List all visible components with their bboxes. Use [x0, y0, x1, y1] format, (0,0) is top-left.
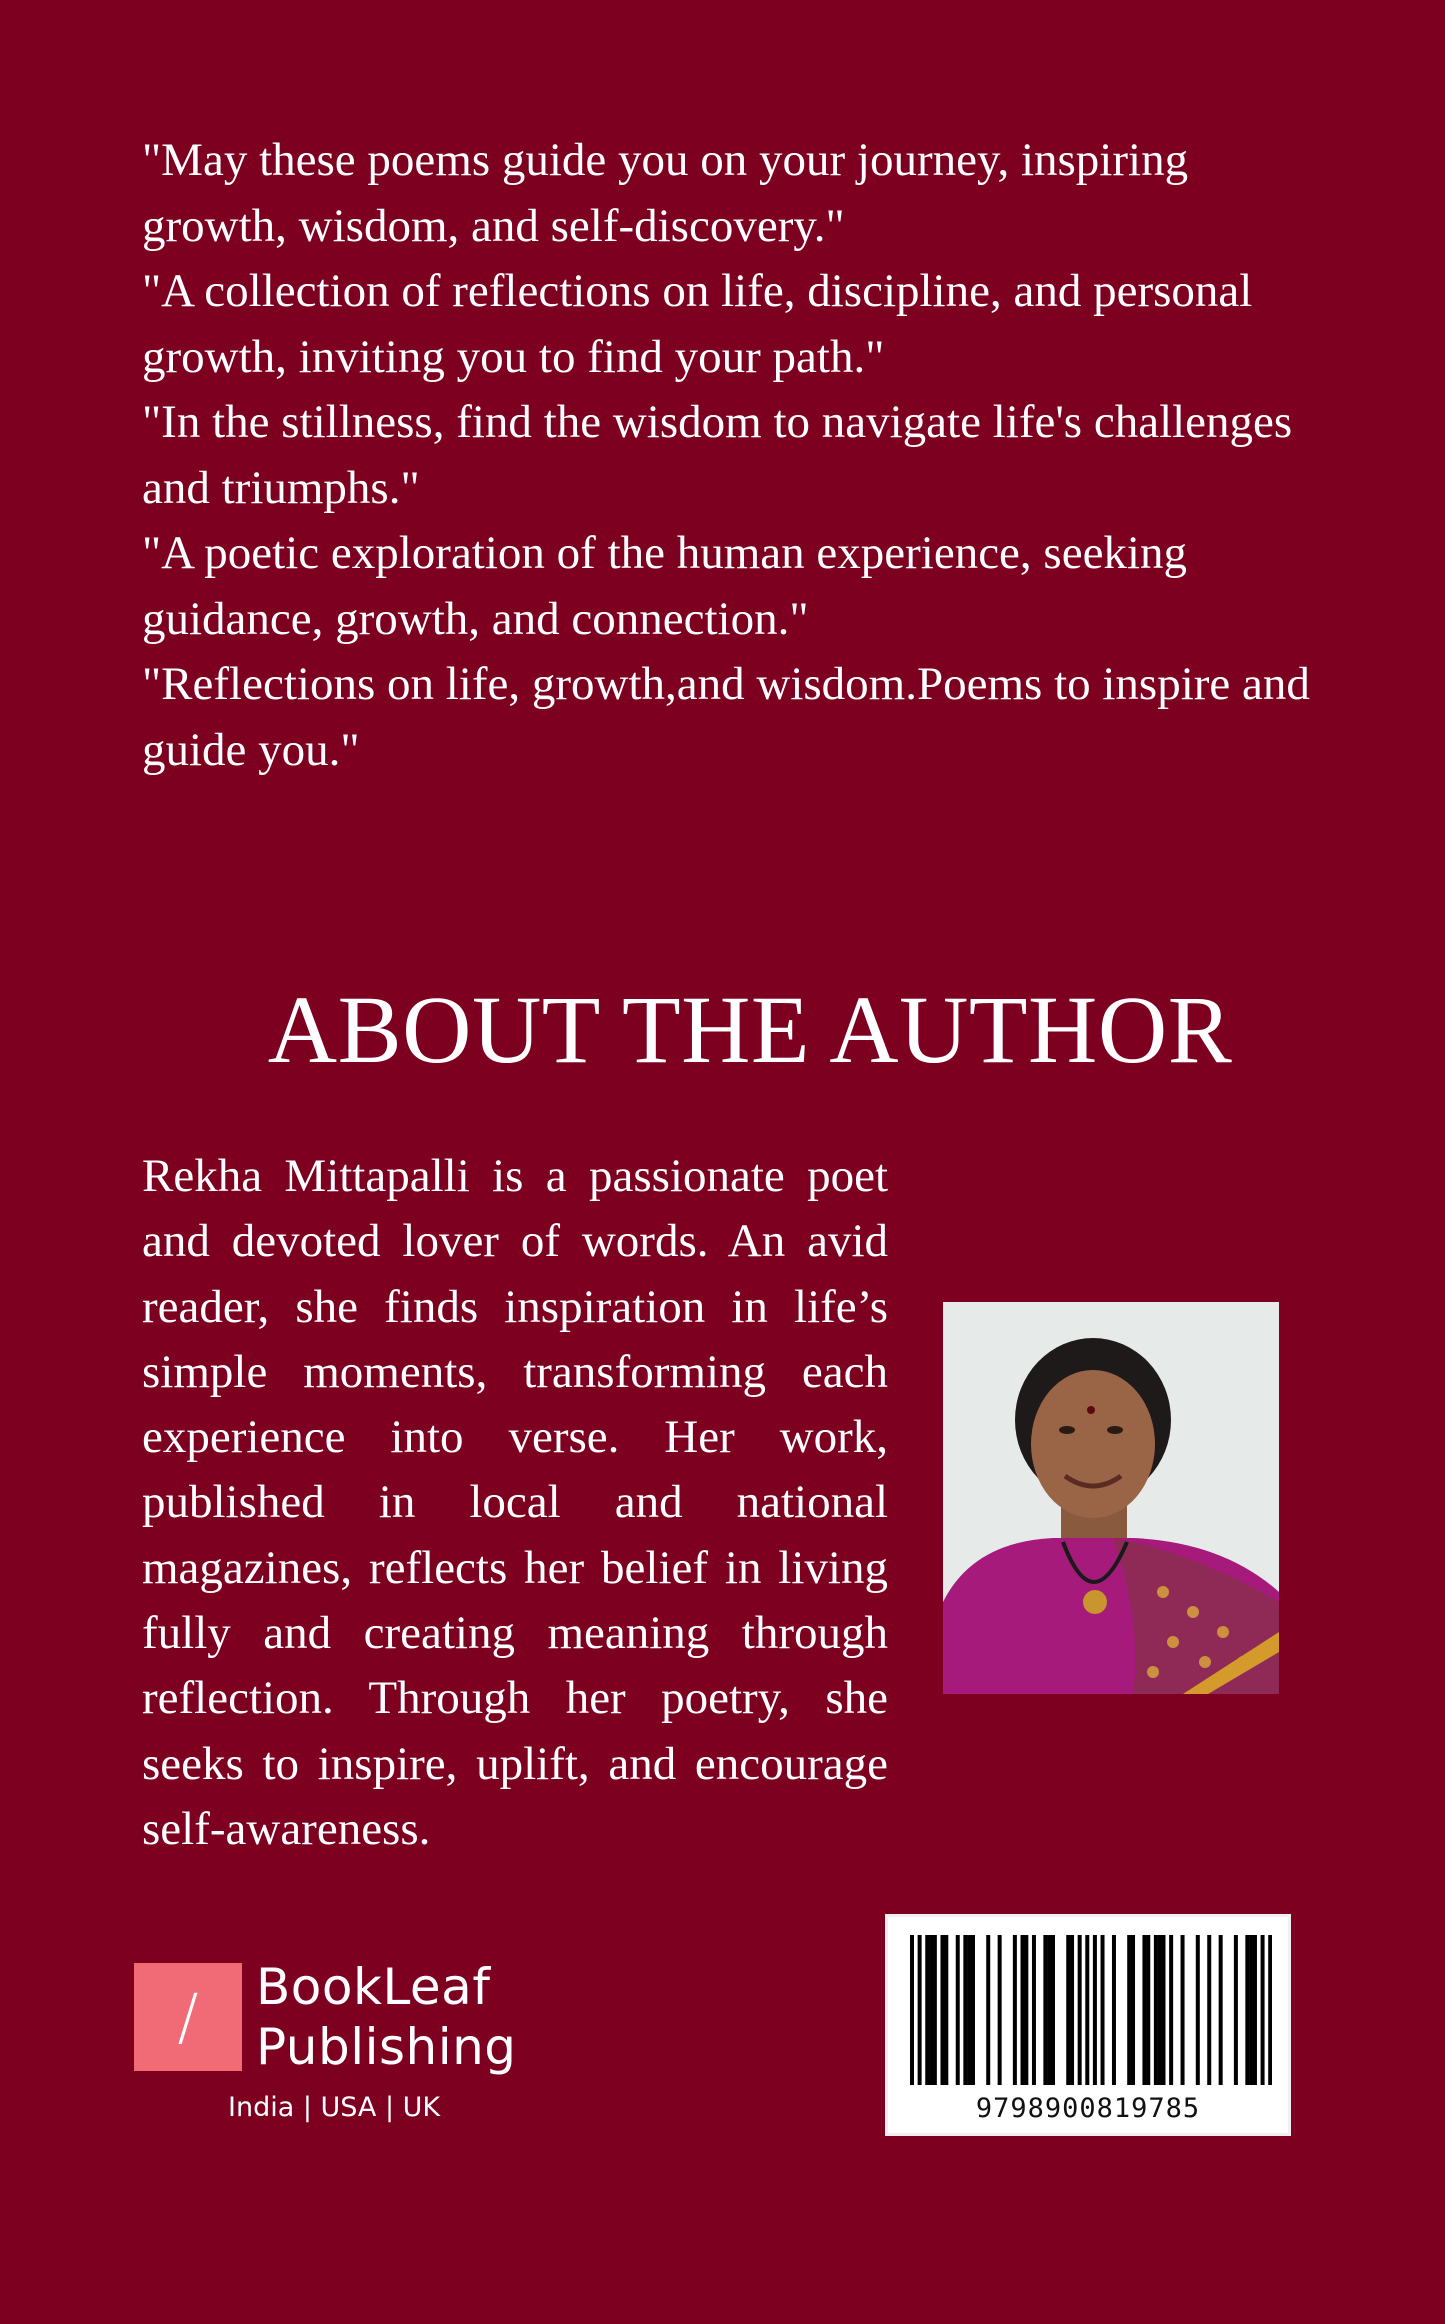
- barcode-bar: [1245, 1935, 1249, 2085]
- barcode-bar: [1196, 1935, 1200, 2085]
- blurb-quote: "Reflections on life, growth,and wisdom.Poems to inspire and guide you.": [142, 658, 1310, 776]
- barcode-bar: [929, 1935, 933, 2085]
- barcode-bar: [1131, 1935, 1135, 2085]
- barcode-bar: [1169, 1935, 1173, 2085]
- barcode-bar: [956, 1935, 960, 2085]
- barcode-bar: [1021, 1935, 1025, 2085]
- blurb-quotes: [142, 128, 1322, 783]
- blurb-quote: "A collection of reflections on life, discipline, and personal growth, inviting you to find your path.": [142, 265, 1253, 383]
- barcode-bar: [1142, 1935, 1146, 2085]
- barcode-bar: [1127, 1935, 1131, 2085]
- barcode-bar: [1146, 1935, 1150, 2085]
- barcode-bar: [963, 1935, 967, 2085]
- barcode-bar: [1112, 1935, 1116, 2085]
- barcode-bar: [986, 1935, 990, 2085]
- publisher-logo-mark: [134, 1963, 242, 2071]
- blurb-quote: "May these poems guide you on your journey, inspiring growth, wisdom, and self-discovery.": [142, 134, 1189, 252]
- blurb-quote: "In the stillness, find the wisdom to navigate life's challenges and triumphs.": [142, 396, 1293, 514]
- barcode-bars: [910, 1935, 1272, 2085]
- barcode-bar: [940, 1935, 944, 2085]
- barcode-bar: [1261, 1935, 1265, 2085]
- author-portrait-image: [943, 1302, 1279, 1694]
- barcode-bar: [967, 1935, 971, 2085]
- barcode-bar: [1051, 1935, 1055, 2085]
- barcode-bar: [910, 1935, 914, 2085]
- author-bio: Rekha Mittapalli is a passionate poet and devoted lover of words. An avid reader, she finds inspiration in life’s simple moments, transforming each experience into verse. Her work, published in local and national magazines, reflects her belief in living fully and creating meaning through reflection. Through her poetry, she seeks to inspire, uplift, and encourage self-awareness.: [142, 1150, 888, 1855]
- barcode-bar: [1070, 1935, 1074, 2085]
- barcode-bar: [1161, 1935, 1165, 2085]
- barcode-bar: [1043, 1935, 1047, 2085]
- slash-icon: /: [177, 1980, 199, 2053]
- barcode-bar: [1024, 1935, 1028, 2085]
- barcode-bar: [998, 1935, 1002, 2085]
- barcode-bar: [1078, 1935, 1082, 2085]
- barcode-bar: [1154, 1935, 1158, 2085]
- barcode-bar: [933, 1935, 937, 2085]
- barcode-bar: [1268, 1935, 1272, 2085]
- barcode-bar: [971, 1935, 975, 2085]
- barcode-bar: [1249, 1935, 1253, 2085]
- barcode-bar: [1032, 1935, 1036, 2085]
- publisher-regions: India | USA | UK: [228, 2092, 441, 2123]
- barcode-bar: [1158, 1935, 1162, 2085]
- barcode-bar: [1207, 1935, 1211, 2085]
- barcode-bar: [1085, 1935, 1089, 2085]
- barcode-bar: [1253, 1935, 1257, 2085]
- barcode-bar: [1093, 1935, 1097, 2085]
- about-author-heading: ABOUT THE AUTHOR: [267, 976, 1233, 1083]
- isbn-barcode: [885, 1914, 1291, 2136]
- barcode-bar: [1013, 1935, 1017, 2085]
- barcode-bar: [918, 1935, 922, 2085]
- barcode-bar: [1181, 1935, 1185, 2085]
- barcode-bar: [944, 1935, 948, 2085]
- publisher-name: [256, 1957, 517, 2077]
- publisher-logo: [134, 1958, 534, 2083]
- barcode-bar: [1066, 1935, 1070, 2085]
- barcode-bar: [925, 1935, 929, 2085]
- barcode-bar: [1234, 1935, 1238, 2085]
- author-photo: [943, 1302, 1279, 1694]
- isbn-number: 9798900819785: [975, 2093, 1201, 2124]
- barcode-bar: [1101, 1935, 1105, 2085]
- publisher-name-line2: Publishing: [256, 2018, 517, 2076]
- barcode-bar: [1219, 1935, 1223, 2085]
- barcode-bar: [1047, 1935, 1051, 2085]
- publisher-name-line1: BookLeaf: [256, 1958, 491, 2016]
- blurb-quote: "A poetic exploration of the human experience, seeking guidance, growth, and connection.": [142, 527, 1187, 645]
